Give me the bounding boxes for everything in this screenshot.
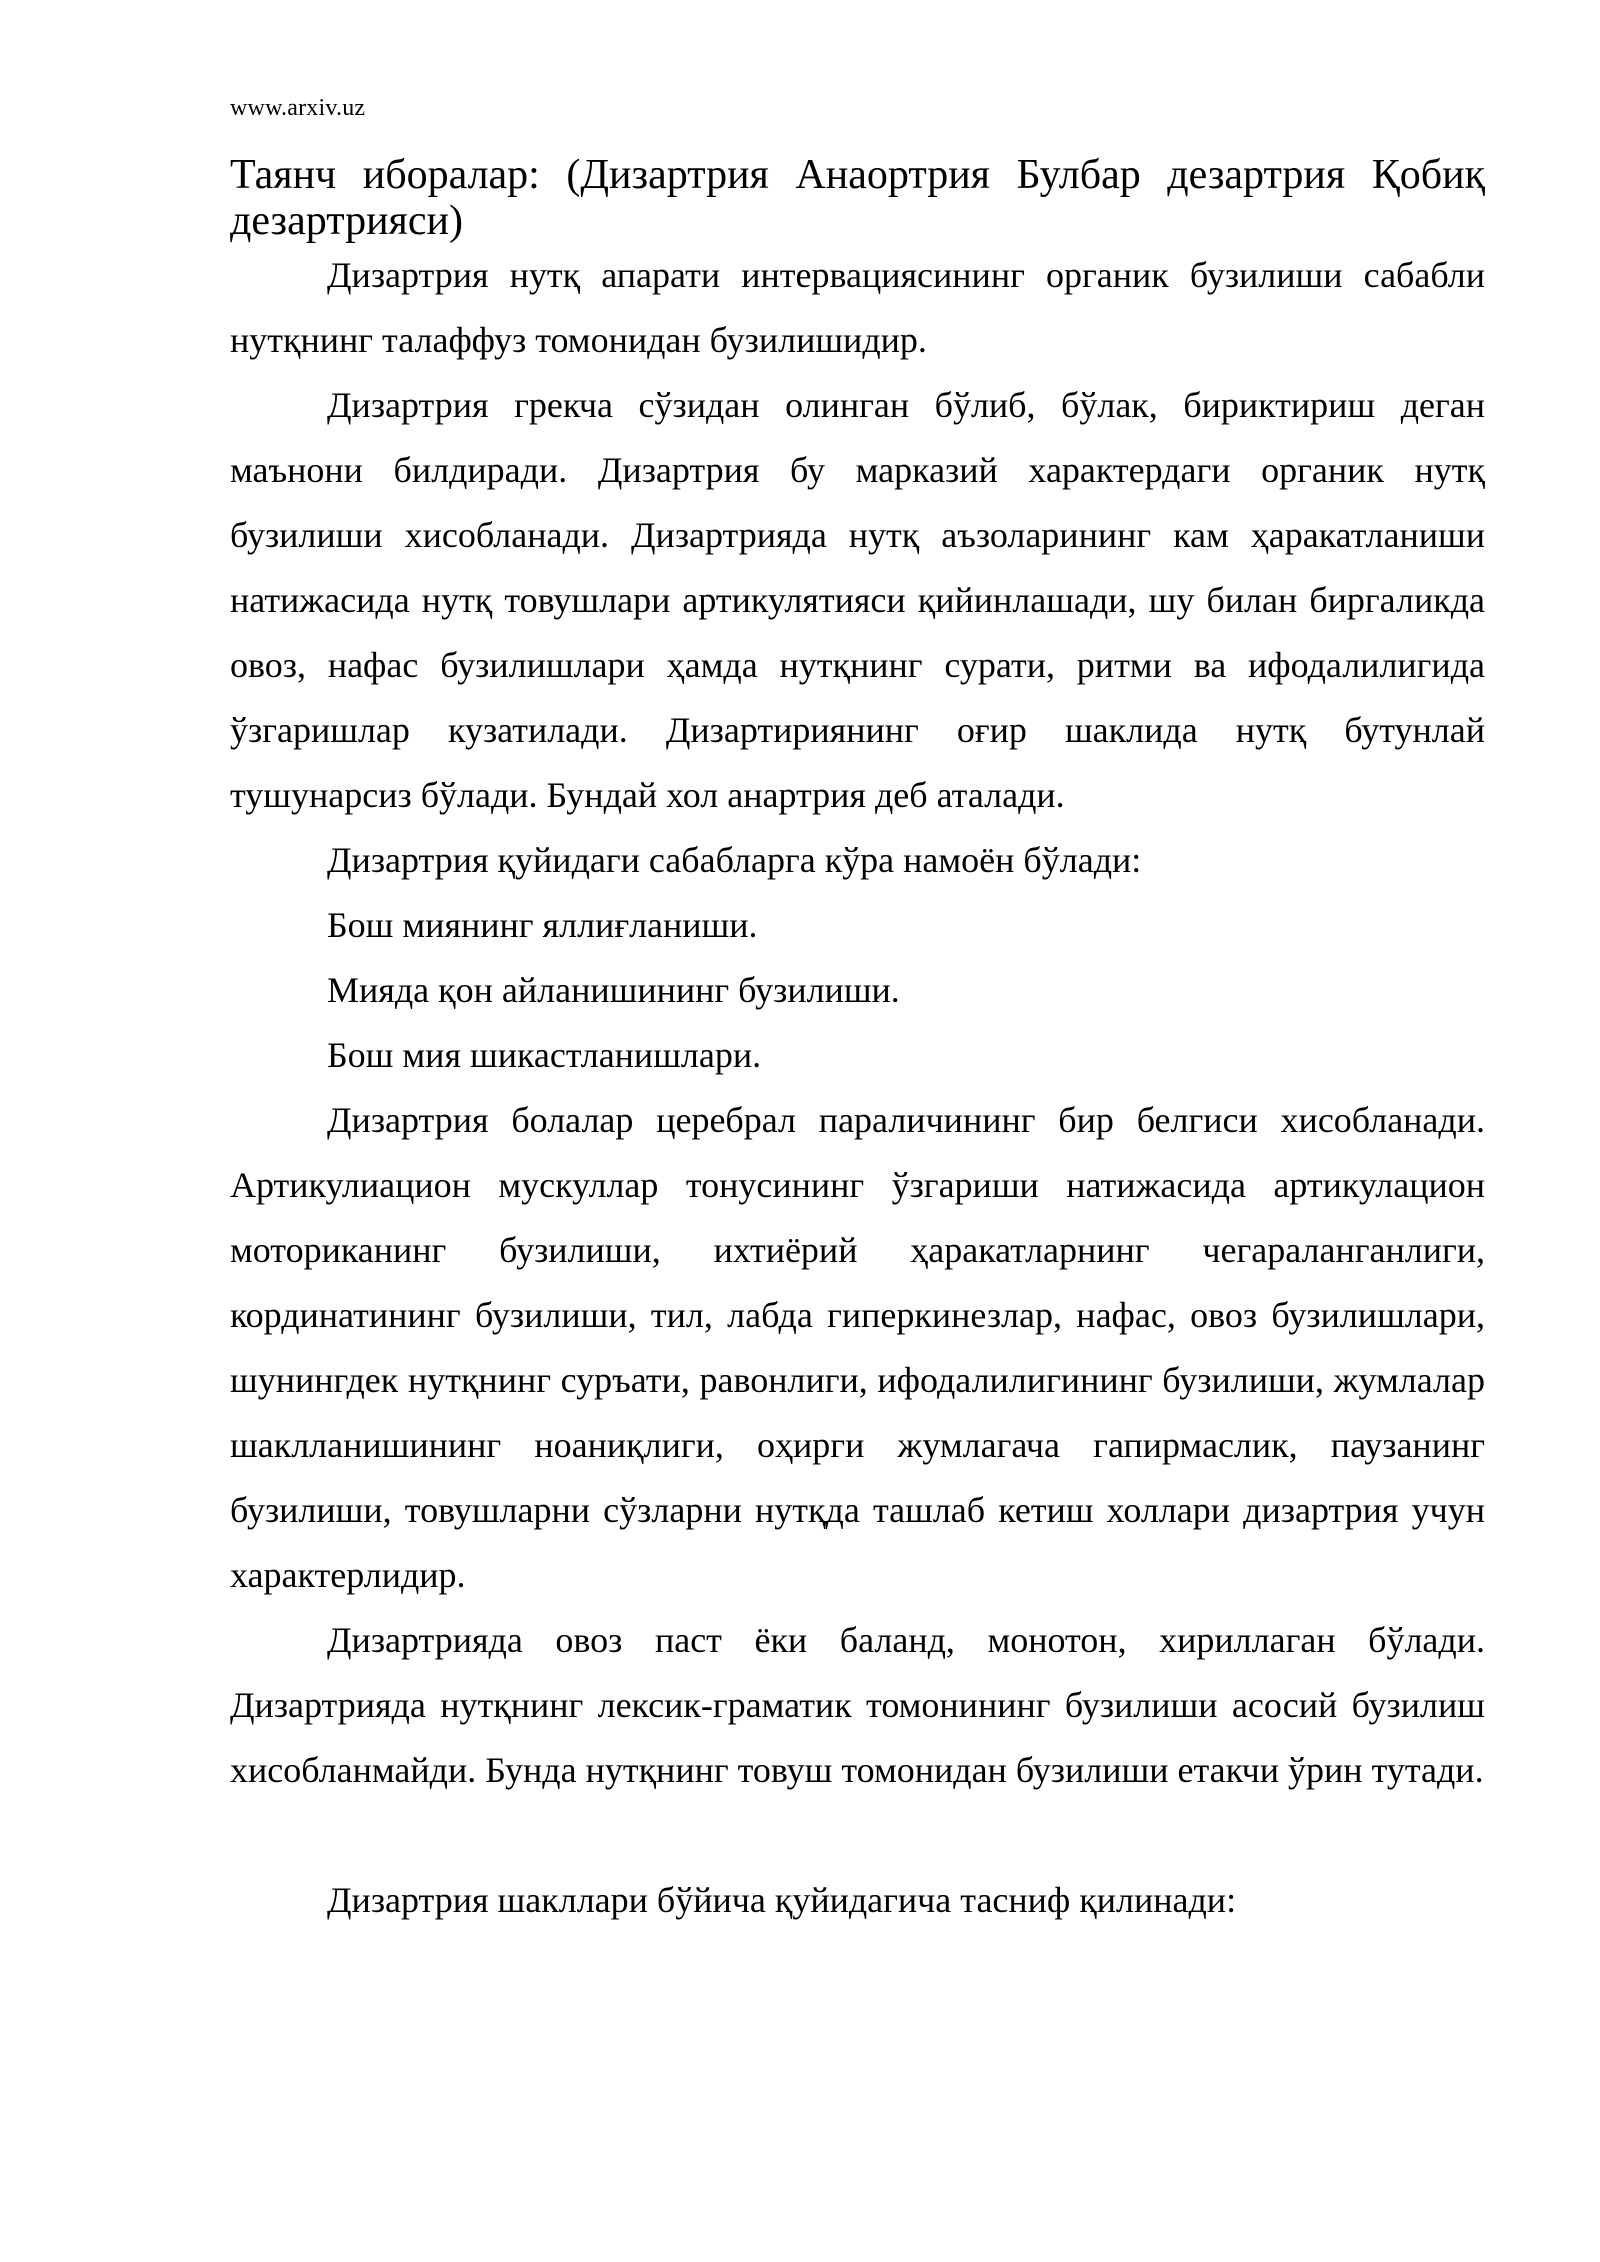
- paragraph-causes-intro: Дизартрия қуйидаги сабабларга кўра намоён бўлади:: [327, 840, 1142, 880]
- key-terms-heading: Таянч иборалар: (Дизартрия Анаортрия Булбар дезартрия Қобиқ дезартрияси): [230, 152, 1485, 244]
- paragraph-cerebral-palsy: Дизартрия болалар церебрал параличининг бир белгиси хисобланади. Артикулиацион мускуллар тонусининг ўзгариши натижасида артикулацион моториканинг бузилиши, ихтиёрий ҳаракатларнинг чегараланганлиги, кординатининг бузилиши, тил, лабда гиперкинезлар, нафас, овоз бузилишлари, шунингдек нутқнинг суръати, равонлиги, ифодалилигининг бузилиши, жумлалар шаклланишининг ноаниқлиги, оҳирги жумлагача гапирмаслик, паузанинг бузилиши, товушларни сўзларни нутқда ташлаб кетиш холлари дизартрия учун характерлидир.: [230, 1100, 1485, 1595]
- paragraph-definition: Дизартрия нутқ апарати интервациясининг органик бузилиши сабабли нутқнинг талаффуз томонидан бузилишидир.: [230, 255, 1485, 360]
- paragraph-classification: Дизартрия шакллари бўйича қуйидагича тасниф қилинади:: [327, 1880, 1237, 1920]
- list-item-cause-2: Мияда қон айланишининг бузилиши.: [327, 970, 900, 1010]
- paragraph-etymology: Дизартрия грекча сўзидан олинган бўлиб, бўлак, бириктириш деган маънони билдиради. Дизартрия бу марказий характердаги органик нутқ бузилиши хисобланади. Дизартрияда нутқ аъзоларининг кам ҳаракатланиши натижасида нутқ товушлари артикулятияси қийинлашади, шу билан биргаликда овоз, нафас бузилишлари ҳамда нутқнинг сурати, ритми ва ифодалилигида ўзгаришлар кузатилади. Дизартириянинг оғир шаклида нутқ бутунлай тушунарсиз бўлади. Бундай хол анартрия деб аталади.: [230, 385, 1485, 815]
- paragraph-voice: Дизартрияда овоз паст ёки баланд, монотон, хириллаган бўлади. Дизартрияда нутқнинг лексик-граматик томонининг бузилиши асосий бузилиш хисобланмайди. Бунда нутқнинг товуш томонидан бузилиши етакчи ўрин тутади.: [230, 1620, 1485, 1790]
- list-item-cause-3: Бош мия шикастланишлари.: [327, 1035, 762, 1075]
- list-item-cause-1: Бош миянинг яллиғланиши.: [327, 905, 758, 945]
- source-url: www.arxiv.uz: [230, 95, 366, 121]
- document-body: [230, 243, 1485, 1933]
